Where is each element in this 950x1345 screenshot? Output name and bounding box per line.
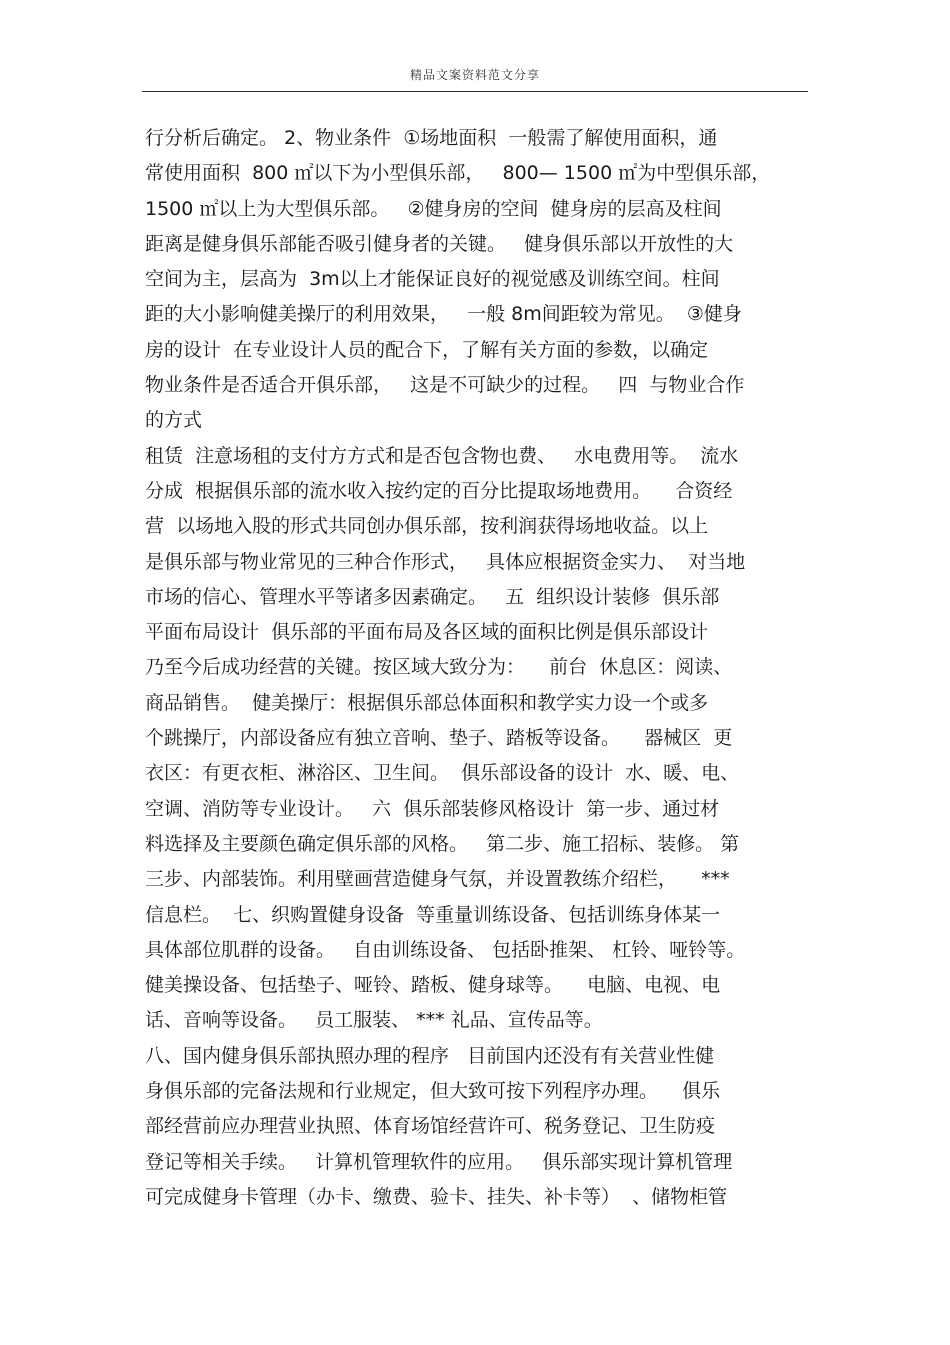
- text-line: 个跳操厅，内部设备应有独立音响、垫子、踏板等设备。 器械区 更: [145, 727, 733, 750]
- text-line: 健美操设备、包括垫子、哑铃、踏板、健身球等。 电脑、电视、电: [145, 974, 721, 997]
- text-line: 分成 根据俱乐部的流水收入按约定的百分比提取场地费用。 合资经: [145, 479, 733, 502]
- text-line: 衣区：有更衣柜、淋浴区、卫生间。 俱乐部设备的设计 水、暖、电、: [145, 762, 740, 785]
- text-line: 八、国内健身俱乐部执照办理的程序 目前国内还没有有关营业性健: [145, 1044, 715, 1067]
- page-header: 精品文案资料范文分享: [409, 68, 540, 82]
- text-line: 物业条件是否适合开俱乐部， 这是不可缺少的过程。 四 与物业合作: [145, 374, 745, 397]
- text-line: 三步、内部装饰。利用壁画营造健身气氛，并设置教练介绍栏， ***: [145, 868, 730, 891]
- header-divider: [142, 91, 808, 92]
- document-body: [145, 121, 810, 1215]
- text-line: 部经营前应办理营业执照、体育场馆经营许可、税务登记、卫生防疫: [145, 1115, 716, 1138]
- text-line: 房的设计 在专业设计人员的配合下，了解有关方面的参数，以确定: [145, 338, 709, 361]
- text-line: 空间为主，层高为 3m以上才能保证良好的视觉感及训练空间。柱间: [145, 268, 720, 291]
- text-line: 距的大小影响健美操厅的利用效果， 一般 8m间距较为常见。 ③健身: [145, 303, 742, 326]
- text-line: 身俱乐部的完备法规和行业规定，但大致可按下列程序办理。 俱乐: [145, 1080, 721, 1103]
- text-line: 是俱乐部与物业常见的三种合作形式， 具体应根据资金实力、 对当地: [145, 550, 746, 573]
- text-line: 市场的信心、管理水平等诸多因素确定。 五 组织设计装修 俱乐部: [145, 585, 720, 608]
- text-line: 信息栏。 七、织购置健身设备 等重量训练设备、包括训练身体某一: [145, 903, 721, 926]
- text-line: 商品销售。 健美操厅：根据俱乐部总体面积和教学实力设一个或多: [145, 691, 709, 714]
- text-line: 行分析后确定。 2、物业条件 ①场地面积 一般需了解使用面积，通: [145, 127, 718, 149]
- text-line: 常使用面积 800 ㎡以下为小型俱乐部， 800— 1500 ㎡为中型俱乐部，: [145, 162, 771, 185]
- text-line: 营 以场地入股的形式共同创办俱乐部，按利润获得场地收益。以上: [145, 515, 709, 538]
- text-line: 距离是健身俱乐部能否吸引健身者的关键。 健身俱乐部以开放性的大: [145, 232, 734, 255]
- text-line: 平面布局设计 俱乐部的平面布局及各区域的面积比例是俱乐部设计: [145, 621, 709, 644]
- text-line: 1500 ㎡以上为大型俱乐部。 ②健身房的空间 健身房的层高及柱间: [145, 197, 722, 220]
- text-line: 话、音响等设备。 员工服装、 *** 礼品、宣传品等。: [145, 1009, 603, 1032]
- text-line: 具体部位肌群的设备。 自由训练设备、 包括卧推架、 杠铃、哑铃等。: [145, 938, 746, 961]
- text-line: 的方式: [145, 409, 203, 432]
- text-line: 空调、消防等专业设计。 六 俱乐部装修风格设计 第一步、通过材: [145, 797, 720, 820]
- text-line: 料选择及主要颜色确定俱乐部的风格。 第二步、施工招标、装修。 第: [145, 832, 740, 855]
- text-line: 登记等相关手续。 计算机管理软件的应用。 俱乐部实现计算机管理: [145, 1150, 733, 1173]
- text-line: 租赁 注意场租的支付方方式和是否包含物也费、 水电费用等。 流水: [145, 444, 739, 467]
- text-line: 乃至今后成功经营的关键。按区域大致分为： 前台 休息区：阅读、: [145, 656, 733, 679]
- text-line: 可完成健身卡管理（办卡、缴费、验卡、挂失、补卡等） 、储物柜管: [145, 1185, 728, 1208]
